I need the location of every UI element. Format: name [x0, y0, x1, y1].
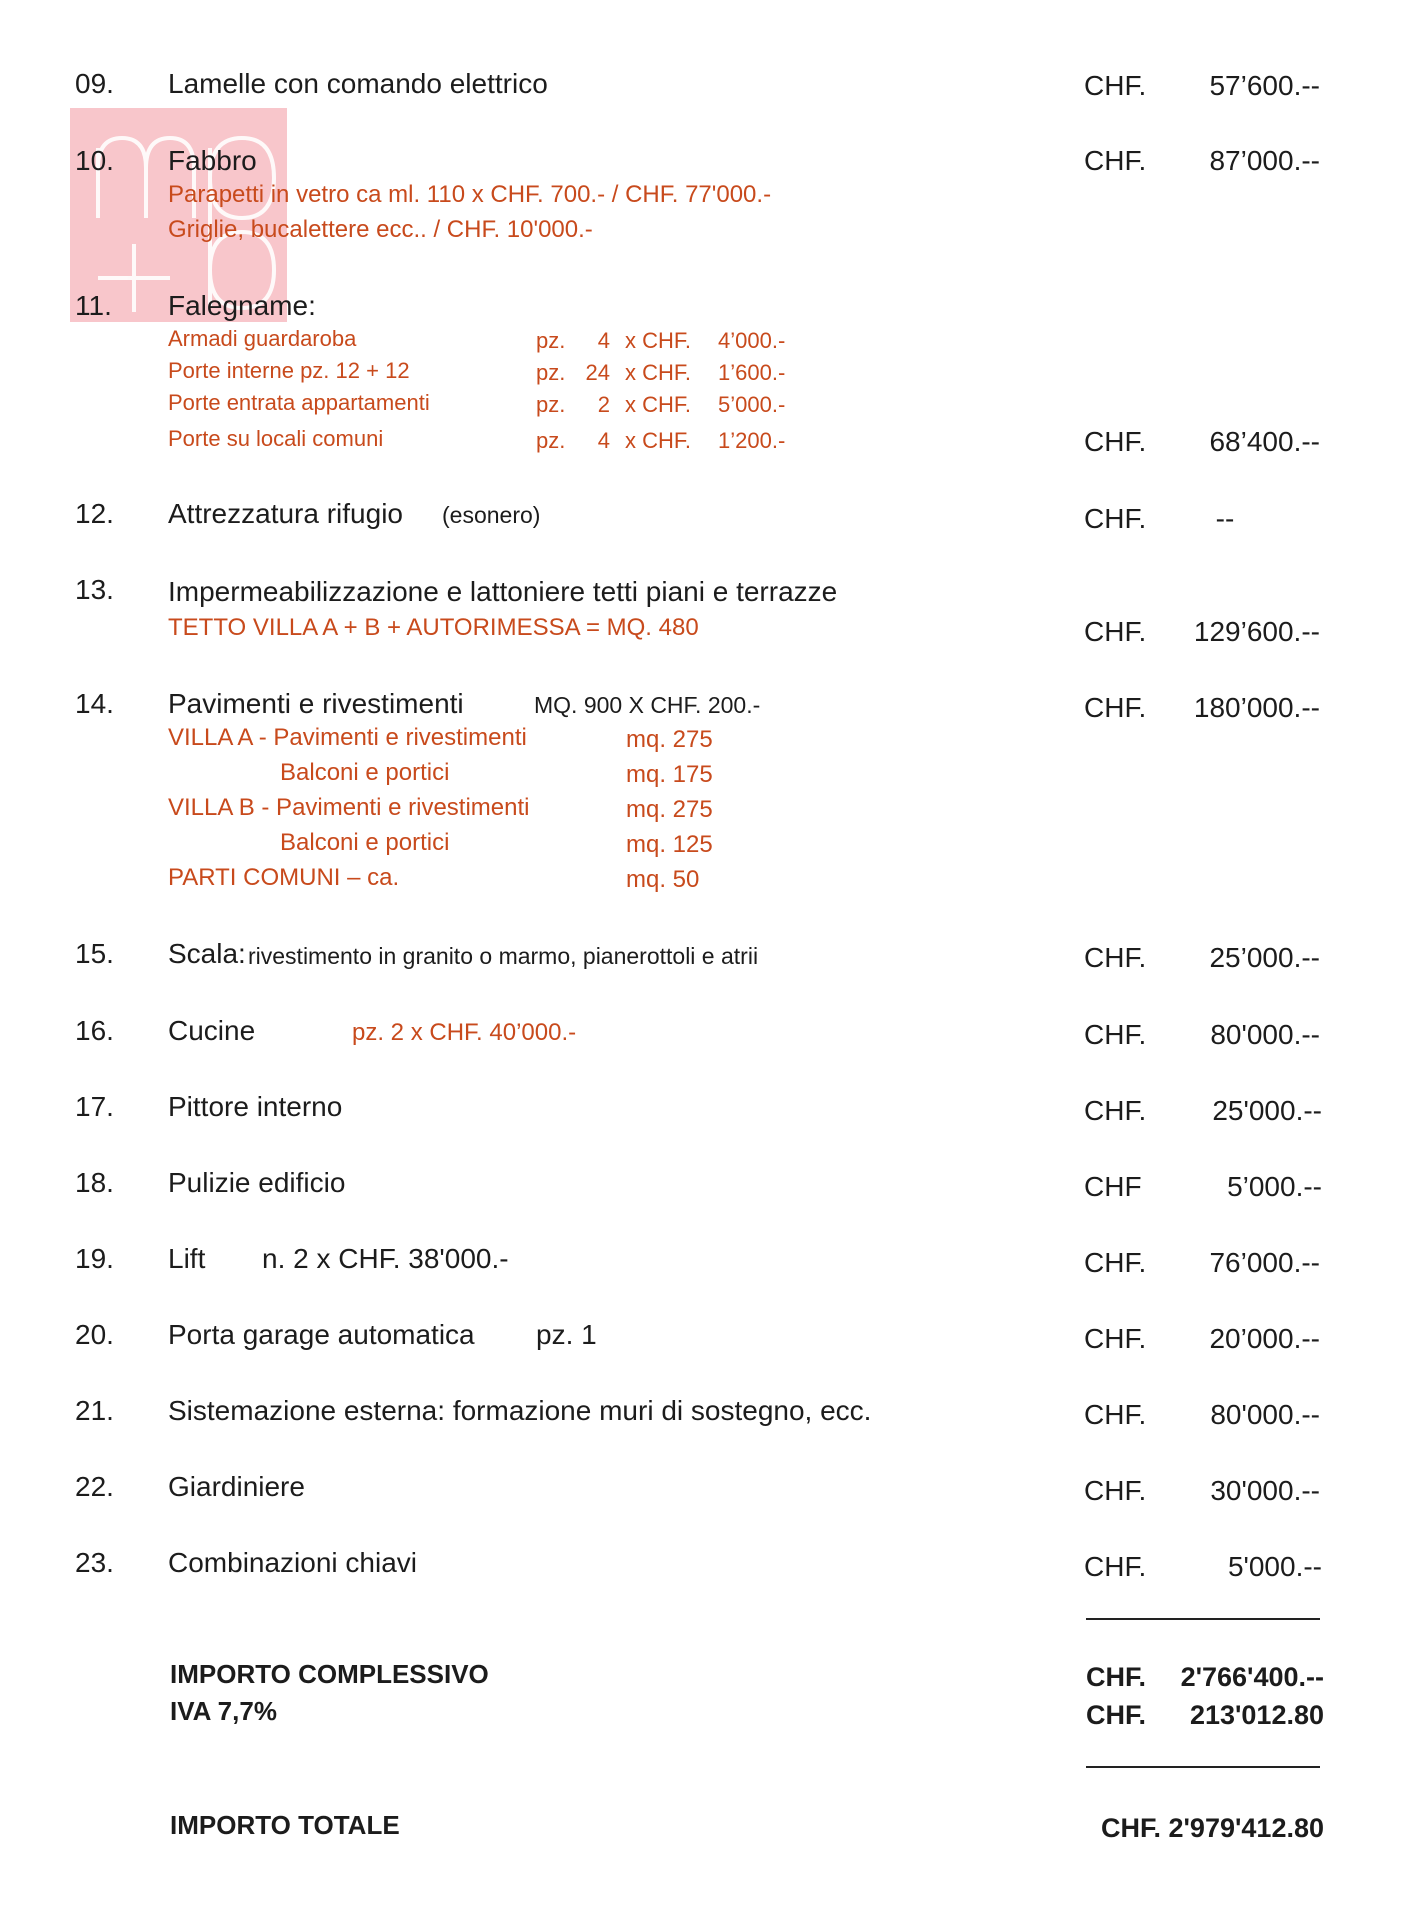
- subtotal-rule: [1086, 1618, 1320, 1620]
- detail-qty: 4: [597, 428, 610, 453]
- detail-desc: Porte su locali comuni: [168, 426, 384, 451]
- item-amount: 80'000.--: [1210, 1019, 1320, 1050]
- currency-label: CHF.: [1084, 1095, 1147, 1126]
- item-number: 17.: [75, 1091, 114, 1122]
- item-number: 18.: [75, 1167, 114, 1198]
- subtotal-amount: 2'766'400.--: [1180, 1662, 1324, 1692]
- item-amount: 5'000.--: [1227, 1551, 1322, 1582]
- item-detail: pz. 2 x CHF. 40’000.-: [352, 1019, 577, 1046]
- currency-label: CHF.: [1084, 1551, 1147, 1582]
- item-label: Fabbro: [168, 145, 257, 176]
- item-note: pz. 1: [536, 1319, 597, 1350]
- currency-label: CHF.: [1084, 1323, 1147, 1354]
- currency-label: CHF.: [1084, 942, 1147, 973]
- item-label: Porta garage automatica: [168, 1319, 475, 1350]
- detail-qty: mq. 125: [626, 831, 713, 858]
- detail-desc: Porte interne pz. 12 + 12: [168, 358, 410, 383]
- detail-multiplier: x CHF.: [625, 328, 691, 353]
- detail-qty: 2: [597, 392, 610, 417]
- item-number: 10.: [75, 145, 114, 176]
- detail-qty: mq. 175: [626, 761, 713, 788]
- item-label: Combinazioni chiavi: [168, 1547, 418, 1578]
- currency-label: CHF.: [1084, 70, 1147, 101]
- currency-label: CHF: [1084, 1171, 1142, 1202]
- detail-desc: VILLA B - Pavimenti e rivestimenti: [168, 794, 530, 821]
- item-amount: 57’600.--: [1209, 70, 1320, 101]
- item-amount: --: [1215, 503, 1235, 534]
- currency-label: CHF.: [1084, 1399, 1147, 1430]
- detail-qty: mq. 275: [626, 796, 713, 823]
- item-number: 15.: [75, 938, 114, 969]
- item-number: 20.: [75, 1319, 114, 1350]
- detail-qty: mq. 275: [626, 726, 713, 753]
- item-label: Impermeabilizzazione e lattoniere tetti piani e terrazze: [168, 576, 838, 607]
- detail-desc: Armadi guardaroba: [168, 326, 357, 351]
- item-number: 11.: [75, 290, 112, 321]
- item-number: 21.: [75, 1395, 114, 1426]
- detail-unit: pz.: [536, 328, 566, 353]
- item-amount: 25’000.--: [1209, 942, 1320, 973]
- currency-label: CHF.: [1084, 1019, 1147, 1050]
- item-amount: 129’600.--: [1193, 616, 1320, 647]
- vat-label: IVA 7,7%: [170, 1696, 277, 1726]
- item-label: Attrezzatura rifugio: [168, 498, 403, 529]
- item-number: 16.: [75, 1015, 114, 1046]
- vat-amount: 213'012.80: [1189, 1700, 1324, 1730]
- detail-unit: pz.: [536, 360, 566, 385]
- item-label: Pavimenti e rivestimenti: [168, 688, 464, 719]
- item-label: Cucine: [168, 1015, 256, 1046]
- item-label: Giardiniere: [168, 1471, 305, 1502]
- detail-desc: Porte entrata appartamenti: [168, 390, 430, 415]
- item-amount: 30'000.--: [1210, 1475, 1320, 1506]
- item-amount: 87’000.--: [1209, 145, 1320, 176]
- item-number: 22.: [75, 1471, 114, 1502]
- detail-price: 5’000.-: [718, 392, 786, 417]
- detail-multiplier: x CHF.: [625, 360, 691, 385]
- detail-multiplier: x CHF.: [625, 392, 691, 417]
- item-amount: 80'000.--: [1210, 1399, 1320, 1430]
- item-number: 23.: [75, 1547, 114, 1578]
- item-detail: Griglie, bucalettere ecc.. / CHF. 10'000.-: [168, 216, 593, 243]
- vat-currency: CHF.: [1086, 1700, 1146, 1730]
- detail-desc: Balconi e portici: [280, 829, 450, 856]
- currency-label: CHF.: [1084, 426, 1147, 457]
- item-label: Scala:: [168, 938, 246, 969]
- item-amount: 25'000.--: [1212, 1095, 1322, 1126]
- currency-label: CHF.: [1084, 1475, 1147, 1506]
- subtotal-currency: CHF.: [1086, 1662, 1146, 1692]
- detail-price: 1’200.-: [718, 428, 786, 453]
- item-amount: 76’000.--: [1209, 1247, 1320, 1278]
- item-detail: TETTO VILLA A + B + AUTORIMESSA = MQ. 480: [168, 614, 699, 641]
- detail-desc: PARTI COMUNI – ca.: [168, 864, 400, 891]
- item-label: Lamelle con comando elettrico: [168, 68, 548, 99]
- currency-label: CHF.: [1084, 503, 1147, 534]
- item-label: Sistemazione esterna: formazione muri di sostegno, ecc.: [168, 1395, 872, 1426]
- currency-label: CHF.: [1084, 616, 1147, 647]
- item-label: Lift: [168, 1243, 206, 1274]
- item-number: 12.: [75, 498, 114, 529]
- detail-unit: pz.: [536, 428, 566, 453]
- item-note: rivestimento in granito o marmo, pianerottoli e atrii: [248, 943, 759, 969]
- item-detail: Parapetti in vetro ca ml. 110 x CHF. 700.- / CHF. 77'000.-: [168, 181, 772, 208]
- detail-unit: pz.: [536, 392, 566, 417]
- total-rule: [1086, 1766, 1320, 1768]
- detail-price: 4’000.-: [718, 328, 786, 353]
- item-amount: 180’000.--: [1193, 692, 1320, 723]
- detail-qty: 24: [585, 360, 610, 385]
- total-label: IMPORTO TOTALE: [170, 1810, 400, 1840]
- item-number: 19.: [75, 1243, 114, 1274]
- subtotal-label: IMPORTO COMPLESSIVO: [170, 1659, 489, 1689]
- currency-label: CHF.: [1084, 1247, 1147, 1278]
- detail-qty: 4: [597, 328, 610, 353]
- item-amount: 20’000.--: [1209, 1323, 1320, 1354]
- item-number: 13.: [75, 574, 114, 605]
- currency-label: CHF.: [1084, 692, 1147, 723]
- total-amount: CHF. 2'979'412.80: [1101, 1813, 1324, 1843]
- currency-label: CHF.: [1084, 145, 1147, 176]
- item-note: (esonero): [442, 502, 541, 528]
- item-note: n. 2 x CHF. 38'000.-: [262, 1243, 509, 1274]
- detail-desc: VILLA A - Pavimenti e rivestimenti: [168, 724, 527, 751]
- item-label: Pulizie edificio: [168, 1167, 346, 1198]
- detail-desc: Balconi e portici: [280, 759, 450, 786]
- item-number: 14.: [75, 688, 114, 719]
- item-amount: 68’400.--: [1209, 426, 1320, 457]
- item-number: 09.: [75, 68, 114, 99]
- item-note: MQ. 900 X CHF. 200.-: [534, 692, 761, 718]
- item-label: Falegname:: [168, 290, 316, 321]
- detail-qty: mq. 50: [626, 866, 700, 893]
- item-label: Pittore interno: [168, 1091, 343, 1122]
- detail-multiplier: x CHF.: [625, 428, 691, 453]
- item-amount: 5’000.--: [1227, 1171, 1322, 1202]
- detail-price: 1’600.-: [718, 360, 786, 385]
